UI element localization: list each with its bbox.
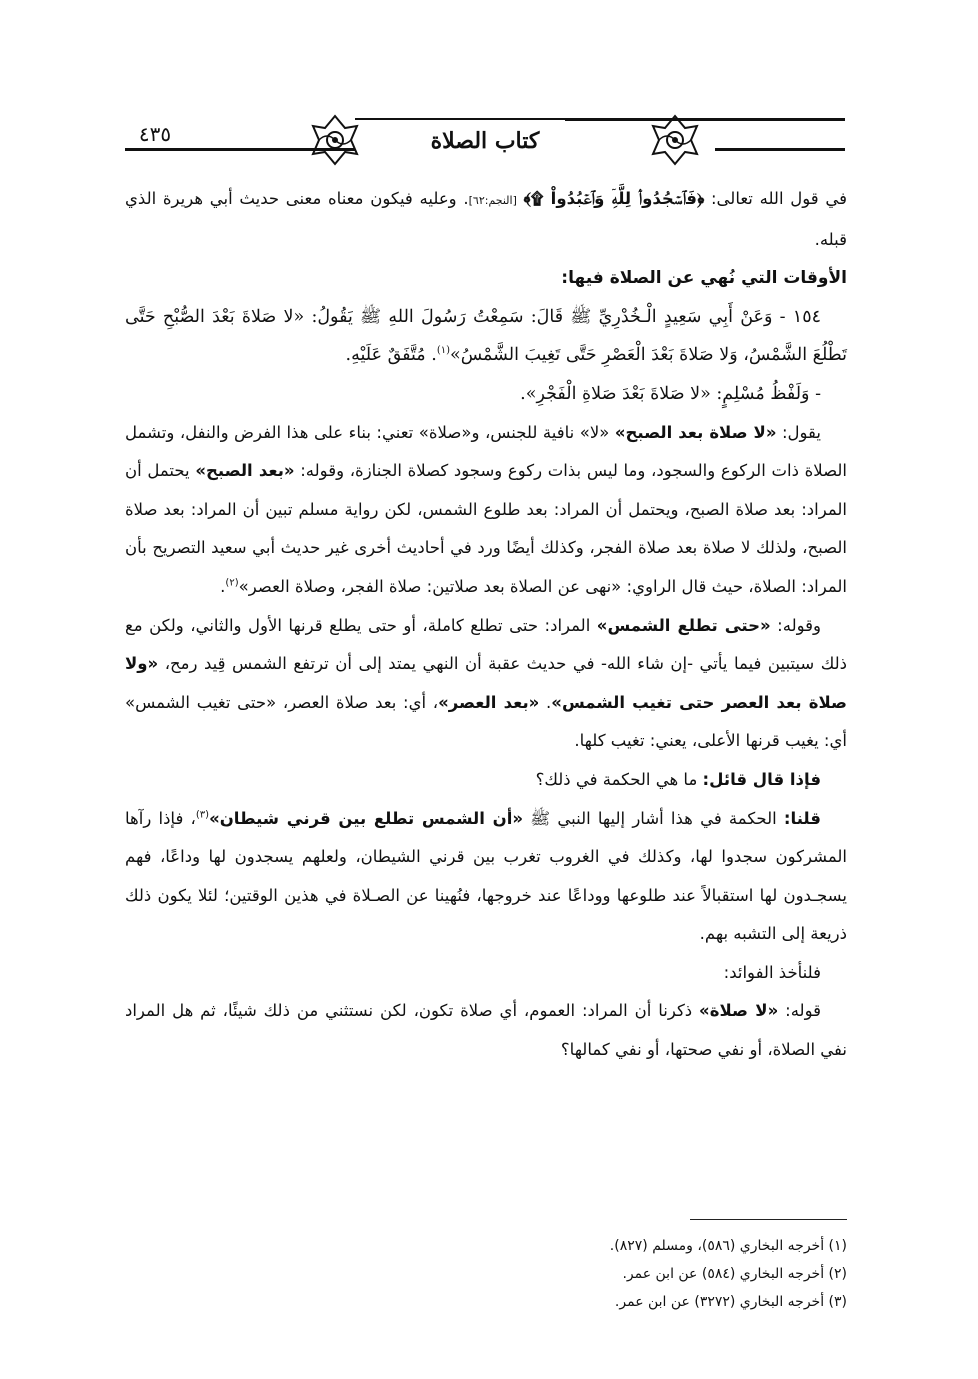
footnote-ref: (٣) [195, 809, 210, 820]
footnotes [125, 1232, 847, 1316]
quoted-phrase: «حتى تطلع الشمس» [596, 615, 771, 635]
hadith-text [125, 298, 847, 375]
commentary-paragraph [125, 414, 847, 607]
answer-label: قلنا: [783, 808, 821, 828]
section-heading: الأوقات التي نُهي عن الصلاة فيها: [561, 268, 847, 289]
text-run: ، أي: بعد صلاة العصر، «حتى تغيب الشمس» أي: يغيب قرنها الأعلى، يعني: تغيب كلها. [125, 692, 847, 751]
text-run: . مُتَّفَقٌ عَلَيْهِ. [345, 345, 437, 366]
quran-verse: ﴿فَٱسۡجُدُواْۤ لِلَّهِۤ وَٱعۡبُدُواْ ۩﴾ [523, 189, 705, 208]
quoted-phrase: «لا صلاة» [699, 1001, 779, 1021]
quoted-phrase: «ولا صلاة بعد العصر حتى تغيب الشمس» [125, 654, 847, 712]
footnote-item: (٢) أخرجه البخاري (٥٨٤) عن ابن عمر. [622, 1266, 847, 1282]
commentary-paragraph [125, 607, 847, 761]
footnote-ref: (٢) [225, 577, 239, 589]
text-run: ذكرنا أن المراد: العموم، أي صلاة تكون، لكن نستثني من ذلك شيئًا، ثم هل المراد نفي الصلاة، أو نفي صحتها، أو نفي كمالها؟ [125, 1001, 847, 1060]
main-text [125, 180, 847, 1070]
footnote-item: (١) أخرجه البخاري (٥٨٦)، ومسلم (٨٢٧). [609, 1238, 847, 1254]
page-header [125, 110, 845, 170]
question-paragraph [125, 761, 847, 800]
text-run: ، فإذا رآها المشركون سجدوا لها، وكذلك في الغروب تغرب بين قرني الشيطان، ولعلهم يسجدون لها وداعًا، فهم يسجـدون لها استقبالاً عند طلوعها ووداعًا عند خروجها، فنُهينا عن الصـلاة في هذين الوقتين؛ لئلا يكون ذلك ذريعة إلى التشبه بهم. [125, 808, 847, 944]
text-run: . [220, 576, 226, 596]
benefits-intro: فلنأخذ الفوائد: [723, 962, 821, 982]
header-rule-bottom-right [715, 148, 845, 151]
arabesque-ornament-icon [645, 112, 705, 168]
header-rule-top-right [565, 118, 845, 121]
footnote-item: (٣) أخرجه البخاري (٣٢٧٢) عن ابن عمر. [614, 1294, 847, 1310]
quoted-phrase: «أن الشمس تطلع بين قرني شيطان» [209, 808, 524, 828]
text-run: يحتمل أن المراد: بعد صلاة الصبح، ويحتمل أن المراد: بعد طلوع الشمس، لكن رواية مسلم تبين أن المراد: بعد صلاة الصبح، ولذلك لا صلاة بعد صلاة الفجر، وكذلك أيضًا ورد في أحاديث أخرى غير حديث أبي سعيد التصريح بأن المراد: الصلاة، حيث قال الراوي: «نهى عن الصلاة بعد صلاتين: صلاة الفجر، وصلاة العصر» [125, 461, 847, 596]
text-run: وقوله: [770, 615, 821, 635]
text-run: يقول: [776, 422, 821, 442]
arabesque-ornament-icon [305, 112, 365, 168]
footnote-divider [690, 1219, 847, 1220]
hadith-body: ١٥٤ - وَعَنْ أَبِي سَعِيدٍ الْـخُدْرِيِّ ﷺ قَالَ: سَمِعْتُ رَسُولَ اللهِ ﷺ يَقُولُ: «لا صَلاةَ بَعْدَ الصُّبْحِ حَتَّى تَطْلُعَ الشَّمْسُ، وَلا صَلاةَ بَعْدَ الْعَصْرِ حَتَّى تَغِيبَ الشَّمْسُ» [125, 306, 847, 366]
page-number: ٤٣٥ [138, 122, 172, 146]
text-run: الحكمة في هذا أشار إليها النبي ﷺ [523, 808, 784, 828]
quoted-phrase: «لا صلاة بعد الصبح» [614, 422, 777, 442]
header-rule-center [355, 118, 565, 120]
book-title: كتاب الصلاة [430, 128, 540, 154]
text-run: في قول الله تعالى: [704, 189, 848, 208]
footnote-ref: (١) [436, 345, 450, 357]
text-run: ما هي الحكمة في ذلك؟ [535, 769, 703, 789]
quoted-phrase: «بعد العصر» [438, 692, 540, 712]
answer-paragraph [125, 800, 847, 954]
intro-paragraph [125, 180, 847, 259]
text-run: «لا» نافية للجنس، و«صلاة» تعني: بناء على هذا الفرض والنفل، وتشمل الصلاة ذات الركوع والسجود، وما ليس بذات ركوع وسجود كصلاة الجنازة، وقوله: [125, 422, 848, 481]
text-run: المراد: حتى تطلع كاملة، أو حتى يطلع قرنها الأول والثاني، ولكن مع ذلك سيتبين فيما يأتي -إن شاء الله- في حديث عقبة أن النهي يمتد إلى أن ترتفع الشمس قِيد رمح، [125, 615, 847, 674]
quran-reference: [النجم:٦٢] [468, 194, 517, 207]
commentary-paragraph [125, 992, 847, 1069]
quoted-phrase: «بعد الصبح» [195, 461, 295, 481]
text-run: . [539, 692, 552, 712]
text-run: قوله: [778, 1001, 821, 1021]
text-run: . وعليه فيكون معناه معنى حديث أبي هريرة الذي قبله. [125, 189, 847, 249]
muslim-wording: - وَلَفْظُ مُسْلِمٍ: «لا صَلاةَ بَعْدَ صَلاةِ الْفَجْرِ». [520, 383, 821, 404]
question-label: فإذا قال قائل: [702, 769, 821, 789]
